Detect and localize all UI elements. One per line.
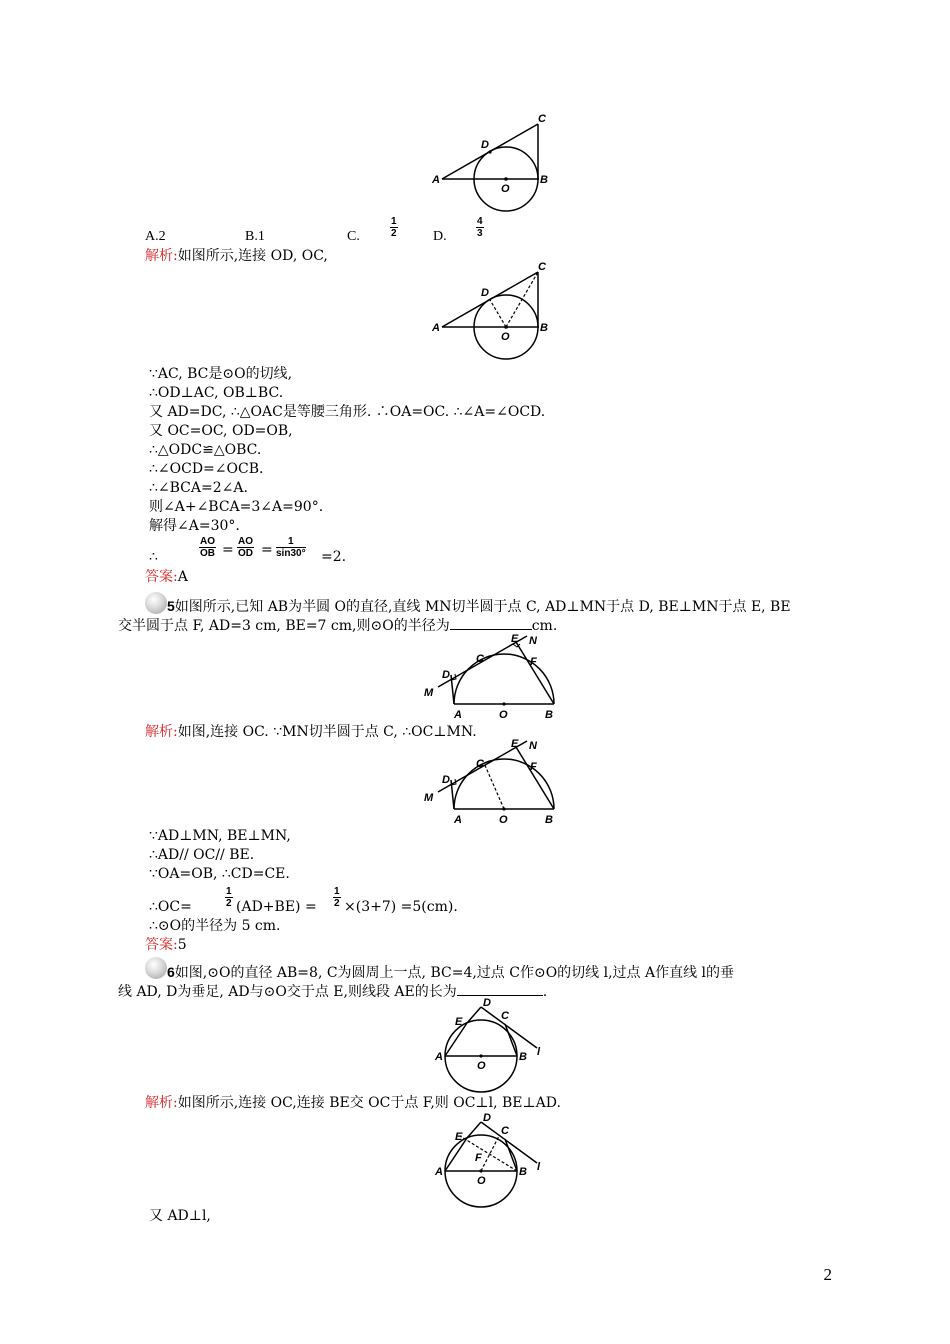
q4-fraction-sin: $\frac{1}{\sin 30^\circ}$ xyxy=(276,536,306,559)
q4-fraction-ao-od: $\frac{AO}{OD}$ xyxy=(238,536,253,559)
q5-fraction-half-a: $\frac{1}{2}$ xyxy=(226,886,232,909)
label-f: F xyxy=(475,1152,482,1164)
label-d: D xyxy=(442,669,450,681)
label-c: C xyxy=(501,1125,509,1137)
label-m: M xyxy=(424,792,434,804)
option-d: D. xyxy=(433,229,447,244)
q4-line-7: ∴∠BCA=2∠A. xyxy=(149,480,248,496)
page-number: 2 xyxy=(823,1265,832,1284)
q5-text-line-1: 5如图所示,已知 AB为半圆 O的直径,直线 MN切半圆于点 C, AD⊥MN于点 D, BE⊥MN于点 E, BE xyxy=(167,598,791,615)
label-c: C xyxy=(501,1010,509,1022)
q4-line-1: ∵AC, BC是⊙O的切线, xyxy=(149,366,293,382)
label-m: M xyxy=(424,687,434,699)
q5-answer-blank xyxy=(450,617,532,630)
label-d: D xyxy=(483,1112,491,1124)
q6-last-line: 又 AD⊥l, xyxy=(149,1208,211,1224)
label-c: C xyxy=(538,113,546,125)
label-d: D xyxy=(442,774,450,786)
q5-line-1: ∵AD⊥MN, BE⊥MN, xyxy=(149,828,291,844)
q4-line-5: ∴△ODC≌△OBC. xyxy=(149,442,262,458)
label-d: D xyxy=(481,139,489,151)
figure-circle-tangent-solution xyxy=(433,1110,553,1210)
label-d: D xyxy=(481,287,489,299)
label-b: B xyxy=(545,814,553,826)
q4-equals-2: = xyxy=(261,542,273,558)
label-o: O xyxy=(499,709,508,721)
q5-line-3: ∵OA=OB, ∴CD=CE. xyxy=(149,866,290,882)
q5-fraction-half-b: $\frac{1}{2}$ xyxy=(334,886,340,909)
label-o: O xyxy=(501,183,510,195)
label-b: B xyxy=(519,1166,527,1178)
label-b: B xyxy=(540,174,548,186)
q5-conclusion: ∴⊙O的半径为 5 cm. xyxy=(149,918,281,934)
q4-line-9: 解得∠A=30°. xyxy=(149,518,240,534)
q5-line-2: ∴AD// OC// BE. xyxy=(149,847,255,863)
figure-semicircle xyxy=(420,630,560,722)
label-b: B xyxy=(540,322,548,334)
label-l: l xyxy=(537,1161,541,1173)
label-c: C xyxy=(476,653,484,665)
label-o: O xyxy=(499,814,508,826)
q5-answer: 答案:5 xyxy=(145,937,187,953)
label-c: C xyxy=(476,758,484,770)
label-c: C xyxy=(538,261,546,273)
label-o: O xyxy=(477,1060,486,1072)
label-f: F xyxy=(530,656,537,668)
figure-semicircle-solution xyxy=(420,735,560,827)
q4-line-4: 又 OC=OC, OD=OB, xyxy=(149,423,293,439)
label-b: B xyxy=(545,709,553,721)
q5-text-line-2: 交半圆于点 F, AD=3 cm, BE=7 cm,则⊙O的半径为 cm. xyxy=(118,618,558,634)
q4-solution-intro: 解析:如图所示,连接 OD, OC, xyxy=(145,248,328,264)
option-c-fraction: $\frac{1}{2}$ xyxy=(391,216,397,239)
label-o: O xyxy=(501,331,510,343)
label-e: E xyxy=(455,1131,463,1143)
label-a: A xyxy=(435,1051,443,1063)
label-o: O xyxy=(477,1175,486,1187)
q4-answer: 答案:A xyxy=(145,569,188,585)
q4-final-prefix: ∴ xyxy=(149,549,158,565)
option-b: B.1 xyxy=(245,229,265,244)
q6-text-line-1: 6如图,⊙O的直径 AB=8, C为圆周上一点, BC=4,过点 C作⊙O的切线 l,过点 A作直线 l的垂 xyxy=(167,964,735,981)
label-n: N xyxy=(529,740,537,752)
q5-oc-prefix: ∴OC= xyxy=(149,899,192,915)
q5-oc-mid: (AD+BE) = xyxy=(236,899,317,915)
label-f: F xyxy=(530,761,537,773)
q5-oc-end: ×(3+7) =5(cm). xyxy=(344,899,458,915)
q5-solution-intro: 解析:如图,连接 OC. ∵MN切半圆于点 C, ∴OC⊥MN. xyxy=(145,724,477,740)
question-bullet-icon xyxy=(145,957,167,979)
q4-line-2: ∴OD⊥AC, OB⊥BC. xyxy=(149,385,284,401)
q6-number: 6 xyxy=(167,964,175,980)
label-b: B xyxy=(519,1051,527,1063)
option-d-fraction: $\frac{4}{3}$ xyxy=(477,216,483,239)
figure-triangle-circle xyxy=(430,112,550,212)
q6-text-line-2: 线 AD, D为垂足, AD与⊙O交于点 E,则线段 AE的长为 . xyxy=(118,984,548,1000)
option-c: C. xyxy=(347,229,360,244)
label-n: N xyxy=(529,635,537,647)
label-a: A xyxy=(454,709,462,721)
label-e: E xyxy=(511,633,519,645)
q6-solution-intro: 解析:如图所示,连接 OC,连接 BE交 OC于点 F,则 OC⊥l, BE⊥AD. xyxy=(145,1095,561,1111)
option-a: A.2 xyxy=(145,229,166,244)
figure-triangle-circle-solution xyxy=(430,260,550,360)
q4-line-3: 又 AD=DC, ∴△OAC是等腰三角形. ∴OA=OC. ∴∠A=∠OCD. xyxy=(149,404,546,420)
label-d: D xyxy=(483,997,491,1009)
label-a: A xyxy=(435,1166,443,1178)
q4-fraction-ao-ob: $\frac{AO}{OB}$ xyxy=(200,536,215,559)
q4-final-result: =2. xyxy=(321,549,347,565)
label-a: A xyxy=(454,814,462,826)
label-e: E xyxy=(455,1016,463,1028)
label-e: E xyxy=(511,738,519,750)
question-bullet-icon xyxy=(145,592,167,614)
q4-line-8: 则∠A+∠BCA=3∠A=90°. xyxy=(149,499,324,515)
label-l: l xyxy=(537,1046,541,1058)
label-a: A xyxy=(432,322,440,334)
label-a: A xyxy=(432,174,440,186)
q5-number: 5 xyxy=(167,598,175,614)
q4-equals-1: = xyxy=(222,542,234,558)
q4-line-6: ∴∠OCD=∠OCB. xyxy=(149,461,264,477)
figure-circle-tangent xyxy=(433,995,553,1095)
